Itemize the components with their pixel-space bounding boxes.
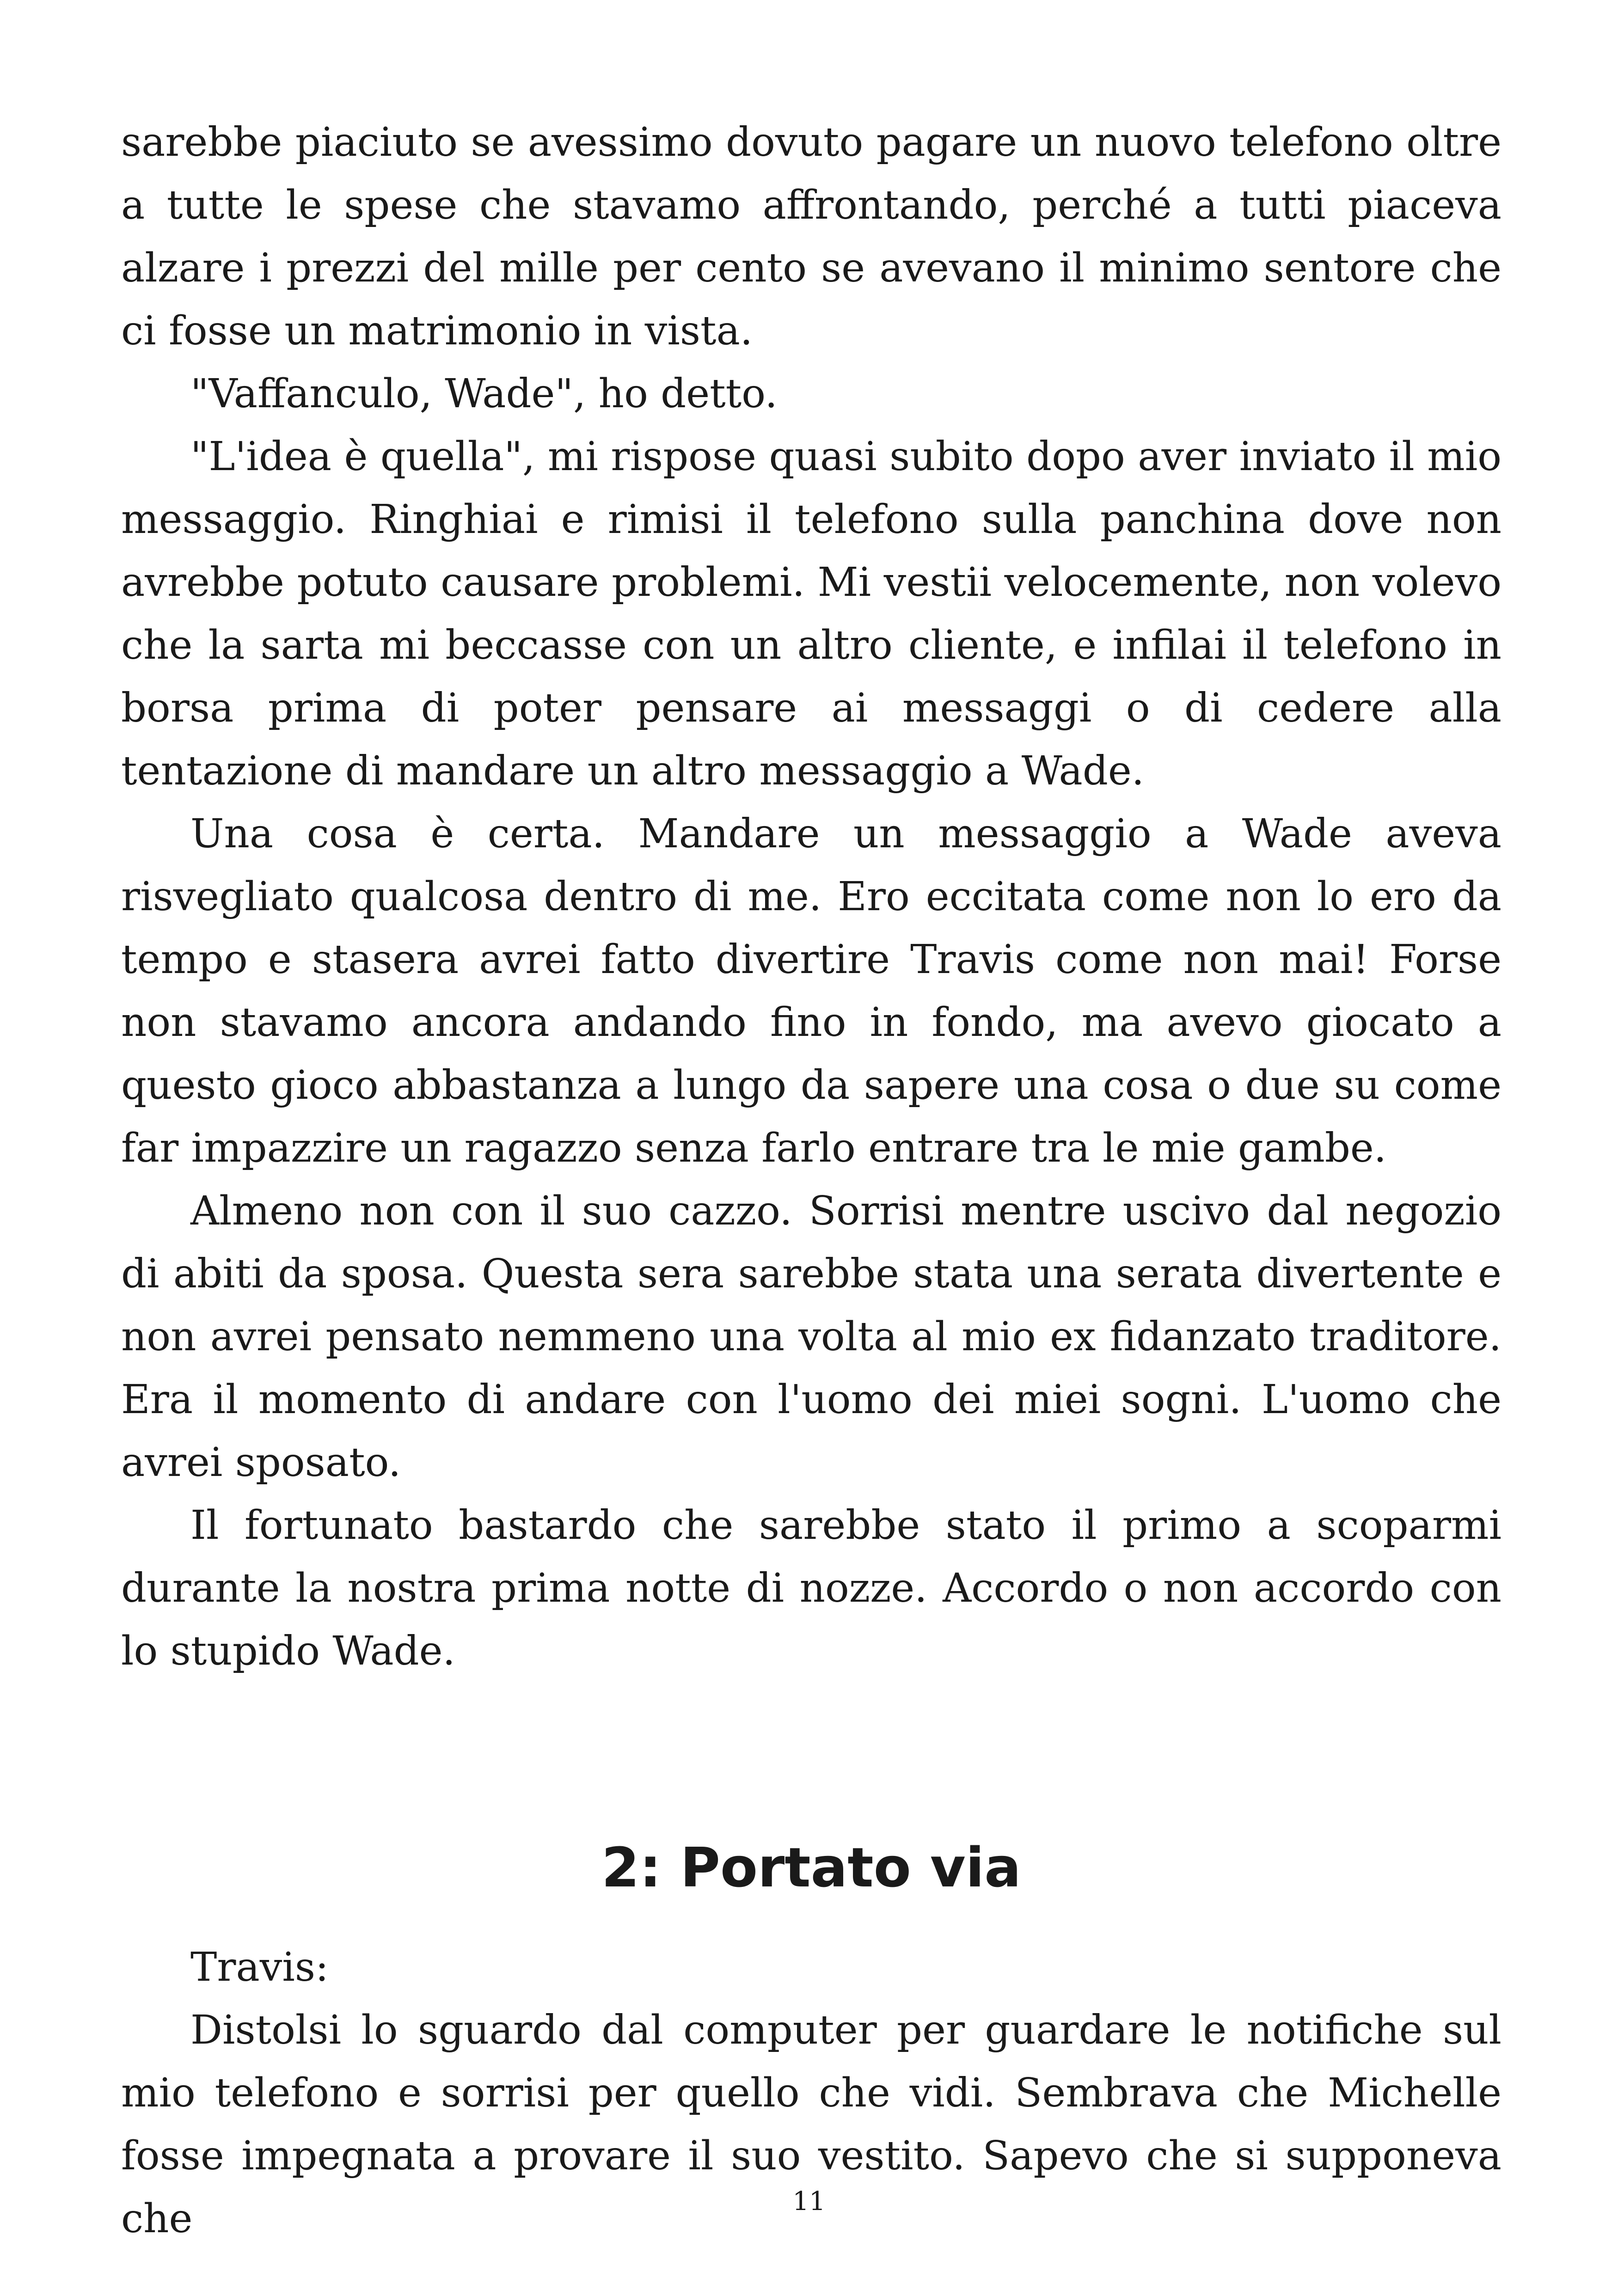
paragraph: "L'idea è quella", mi rispose quasi subito dopo aver inviato il mio messaggio. Ringhiai e rimisi il telefono sulla panchina dove non avrebbe potuto causare problemi. Mi vestii velocemente, non volevo che la sarta mi beccasse con un altro cliente, e infilai il telefono in borsa prima di poter pensare ai messaggi o di cedere alla tentazione di mandare un altro messaggio a Wade. (121, 434, 1502, 794)
paragraph: Travis: (190, 1944, 329, 1990)
chapter-title: 2: Portato via (601, 1836, 1021, 1899)
paragraph: Il fortunato bastardo che sarebbe stato il primo a scoparmi durante la nostra prima notte di nozze. Accordo o non accordo con lo stupido Wade. (121, 1502, 1502, 1674)
paragraph: Distolsi lo sguardo dal computer per guardare le notifiche sul mio telefono e sorrisi per quello che vidi. Sembrava che Michelle fosse impegnata a provare il suo vestito. Sapevo che si supponeva che (121, 2007, 1502, 2242)
paragraph: sarebbe piaciuto se avessimo dovuto pagare un nuovo telefono oltre a tutte le spese che stavamo affrontando, perché a tutti piaceva alzare i prezzi del mille per cento se avevano il minimo sentore che ci fosse un matrimonio in vista. (121, 119, 1502, 354)
paragraph: Una cosa è certa. Mandare un messaggio a Wade aveva risvegliato qualcosa dentro di me. Ero eccitata come non lo ero da tempo e stasera avrei fatto divertire Travis come non mai! Forse non stavamo ancora andando fino in fondo, ma avevo giocato a questo gioco abbastanza a lungo da sapere una cosa o due su come far impazzire un ragazzo senza farlo entrare tra le mie gambe. (121, 811, 1502, 1171)
body-text-section-1 (121, 111, 1502, 1683)
paragraph: Almeno non con il suo cazzo. Sorrisi mentre uscivo dal negozio di abiti da sposa. Questa sera sarebbe stata una serata divertente e non avrei pensato nemmeno una volta al mio ex fidanzato traditore. Era il momento di andare con l'uomo dei miei sogni. L'uomo che avrei sposato. (121, 1188, 1502, 1486)
paragraph: "Vaffanculo, Wade", ho detto. (190, 371, 778, 417)
page-number: 11 (792, 2186, 826, 2216)
